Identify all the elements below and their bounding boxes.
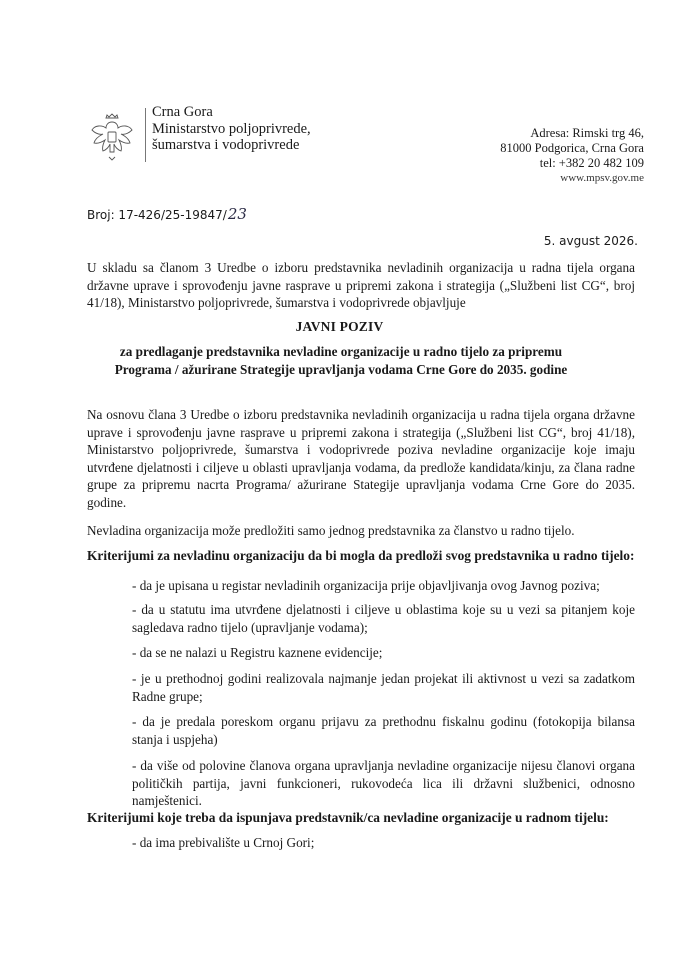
criteria-org-item: - da je upisana u registar nevladinih organizacija prije objavljivanja ovog Javnog poziva;	[132, 578, 600, 593]
criteria-org-item: - da u statutu ima utvrđene djelatnosti i ciljeve u oblastima koje su u vezi sa pitanjem koje sagledava radno tijelo (upravljanje vodama);	[132, 602, 635, 635]
reference-number	[87, 205, 247, 223]
ministry-name-line1: Ministarstvo poljoprivrede,	[152, 120, 311, 137]
address-line1: Adresa: Rimski trg 46,	[530, 126, 644, 140]
intro-paragraph: U skladu sa članom 3 Uredbe o izboru predstavnika nevladinih organizacija u radna tijela organa državne uprave i sprovođenju javne rasprave u pripremi zakona i strategija („Službeni list CG“, broj 41/18), Ministarstvo poljoprivrede, šumarstva i vodoprivrede objavljuje	[87, 260, 635, 310]
criteria-rep-heading: Kriterijumi koje treba da ispunjava predstavnik/ca nevladine organizacije u radnom tijelu:	[87, 810, 609, 825]
address-block	[384, 126, 644, 186]
document-title: JAVNI POZIV	[295, 319, 384, 334]
reference-handwritten: 23	[227, 205, 247, 223]
website-link[interactable]: www.mpsv.gov.me	[560, 172, 644, 184]
criteria-org-item: - da više od polovine članova organa upravljanja nevladine organizacije nijesu članovi organa političkih partija, javni funkcioneri, rukovodeća lica ili državni službenici, odnosno namještenici.	[132, 758, 635, 808]
body-paragraph-2: Nevladina organizacija može predložiti samo jednog predstavnika za članstvo u radno tijelo.	[87, 523, 575, 538]
criteria-org-item: - je u prethodnoj godini realizovala najmanje jedan projekat ili aktivnost u vezi sa zadatkom Radne grupe;	[132, 671, 635, 704]
ministry-name-line2: šumarstva i vodoprivrede	[152, 137, 300, 153]
body-paragraph-1: Na osnovu člana 3 Uredbe o izboru predstavnika nevladinih organizacija u radna tijela organa državne uprave i sprovođenju javne rasprave u pripremi zakona i strategija („Službeni list CG“, broj 41/18), Ministarstvo poljoprivrede, šumarstva i vodoprivrede poziva nevladine organizacije koje imaju utvrđene djelatnosti i ciljeve u oblasti upravljanja vodama, da predlože kandidata/kinju, za člana radne grupe za pripremu nacrta Programa/ ažurirane Stategije upravljanja vodama Crne Gore do 2035. godine.	[87, 407, 635, 510]
criteria-org-item: - da je predala poreskom organu prijavu za prethodnu fiskalnu godinu (fotokopija bilansa stanja i uspjeha)	[132, 714, 635, 747]
country-name: Crna Gora	[152, 104, 213, 120]
reference-printed: Broj: 17-426/25-19847/	[87, 208, 227, 222]
montenegro-coat-of-arms-icon	[90, 112, 134, 162]
address-line2: 81000 Podgorica, Crna Gora	[500, 141, 644, 155]
ministry-block	[152, 104, 392, 154]
document-date: 5. avgust 2026.	[543, 234, 638, 248]
phone-number: tel: +382 20 482 109	[539, 156, 644, 170]
document-subtitle: za predlaganje predstavnika nevladine organizacije u radno tijelo za pripremu Programa / ažurirane Strategije upravljanja vodama Crne Gore do 2035. godine	[114, 344, 568, 377]
header-divider	[145, 108, 146, 162]
criteria-rep-item: - da ima prebivalište u Crnoj Gori;	[132, 835, 315, 850]
criteria-org-item: - da se ne nalazi u Registru kaznene evidencije;	[132, 645, 383, 660]
criteria-org-heading: Kriterijumi za nevladinu organizaciju da bi mogla da predloži svog predstavnika u radno tijelo:	[87, 548, 635, 563]
